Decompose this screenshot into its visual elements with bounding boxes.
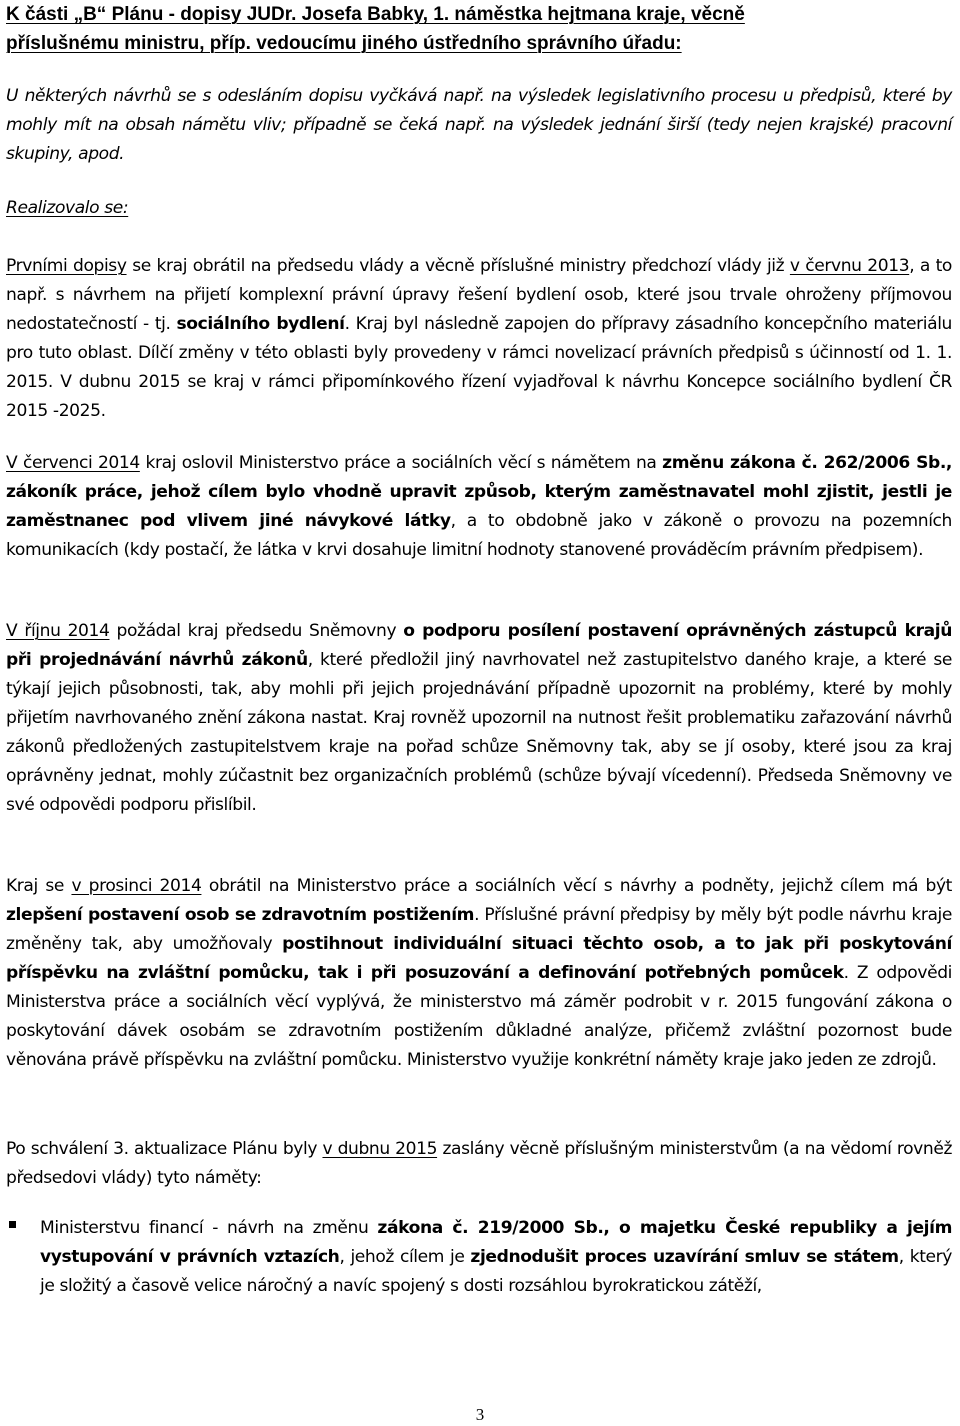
p3-bold-support: o podporu posílení postavení oprávněných zástupců krajů při projednávání návrhů zákonů [6, 621, 952, 670]
bullet1-text-3: , který je složitý a časově velice náročný a navíc spojený s dosti rozsáhlou byrokratickou zátěží, [40, 1247, 952, 1296]
p1-text-1: se kraj obrátil na předsedu vlády a věcně příslušné ministry předchozí vlády již [126, 256, 790, 276]
p5-text-2: zaslány věcně příslušným ministerstvům (a na vědomí rovněž předsedovi vlády) tyto náměty: [6, 1139, 953, 1188]
p2-text-1: kraj oslovil Ministerstvo práce a sociálních věcí s námětem na [139, 453, 663, 473]
p2-date: V červenci 2014 [6, 453, 140, 473]
paragraph-labour-code [6, 449, 952, 565]
bullet-item-ministry-of-finance [40, 1214, 952, 1301]
p1-text-2: , a to např. s návrhem na přijetí komplexní právní úpravy řešení bydlení osob, které jsou trvale ohroženy příjmovou nedostatečností - tj. [6, 256, 952, 334]
intro-paragraph [6, 82, 952, 169]
page-number: 3 [475, 1405, 485, 1424]
p5-text-1: Po schválení 3. aktualizace Plánu byly [6, 1139, 323, 1159]
p1-bold-social-housing: sociálního bydlení [176, 314, 345, 334]
realized-label [6, 194, 128, 223]
p4-text-1: Kraj se [6, 876, 72, 896]
paragraph-disability [6, 872, 952, 1075]
intro-text: U některých návrhů se s odesláním dopisu vyčkává např. na výsledek legislativního procesu u předpisů, které by mohly mít na obsah námětu vliv; případně se čeká např. na výsledek jednání širší (tedy nejen krajské) pracovní skupiny, apod. [6, 86, 952, 164]
p2-text-2: , a to obdobně jako v zákoně o provozu na pozemních komunikacích (kdy postačí, že látka v krvi dosahuje limitní hodnoty stanovené prováděcím právním předpisem). [6, 511, 952, 560]
bullet1-bold-simplify: zjednodušit proces uzavírání smluv se státem [470, 1247, 899, 1267]
bullet-square-icon [9, 1221, 16, 1228]
p4-bold-improvement: zlepšení postavení osob se zdravotním postižením [6, 905, 475, 925]
p4-bold-individual-situation: postihnout individuální situaci těchto osob, a to jak při poskytování příspěvku na zvláštní pomůcku, tak i při posuzování a definování potřebných pomůcek [6, 934, 952, 983]
realized-label-text: Realizovalo se: [6, 198, 129, 218]
p3-text-2: , které předložil jiný navrhovatel než zastupitelstvo daného kraje, a které se týkají jejich působnosti, tak, aby mohli při jejich projednávání případně upozornit na problémy, které by mohly přijetím navrhovaného znění zákona nastat. Kraj rovněž upozornil na nutnost řešit problematiku zařazování návrhů zákonů předložených zastupitelstvem kraje na pořad schůze Sněmovny tak, aby se jí osoby, které jsou za kraj oprávněny jednat, mohly zúčastnit bez organizačních problémů (schůze bývají vícedenní). Předseda Sněmovny ve své odpovědi podporu přislíbil. [6, 650, 952, 815]
p3-text-1: požádal kraj předsedu Sněmovny [109, 621, 404, 641]
p4-text-3: . Příslušné právní předpisy by měly být podle návrhu kraje změněny tak, aby umožňovaly [6, 905, 952, 954]
p1-date: v červnu 2013 [789, 256, 910, 276]
p1-text-3: . Kraj byl následně zapojen do přípravy zásadního koncepčního materiálu pro tuto oblast. Dílčí změny v této oblasti byly provedeny v rámci novelizací právních předpisů s účinností od 1. 1. 2015. V dubnu 2015 se kraj v rámci připomínkového řízení vyjadřoval k návrhu Koncepce sociálního bydlení ČR 2015 -2025. [6, 314, 952, 421]
heading-line-1: K části „B“ Plánu - dopisy JUDr. Josefa Babky, 1. náměstka hejtmana kraje, věcně [6, 4, 745, 25]
p1-first-letters: Prvními dopisy [6, 256, 127, 276]
paragraph-chamber-request [6, 617, 952, 820]
p2-bold-labour-code: změnu zákona č. 262/2006 Sb., zákoník práce, jehož cílem bylo vhodně upravit způsob, kterým zaměstnavatel mohl zjistit, jestli je zaměstnanec pod vlivem jiné návykové látky [6, 453, 953, 531]
paragraph-april-2015 [6, 1135, 952, 1193]
p4-text-2: obrátil na Ministerstvo práce a sociálních věcí s návrhy a podněty, jejichž cílem má být [201, 876, 952, 896]
bullet1-text-2: , jehož cílem je [339, 1247, 471, 1267]
p3-date: V říjnu 2014 [6, 621, 110, 641]
p5-date: v dubnu 2015 [322, 1139, 438, 1159]
section-heading [6, 0, 952, 58]
heading-line-2: příslušnému ministru, příp. vedoucímu jiného ústředního správního úřadu: [6, 33, 682, 54]
bullet1-text-1: Ministerstvu financí - návrh na změnu [40, 1218, 378, 1238]
paragraph-social-housing [6, 252, 952, 426]
p4-date: v prosinci 2014 [71, 876, 202, 896]
p4-text-4: . Z odpovědi Ministerstva práce a sociálních věcí vyplývá, že ministerstvo má záměr podrobit v r. 2015 fungování zákona o poskytování dávek osobám se zdravotním postižením důkladné analýze, přičemž zvláštní pozornost bude věnována právě příspěvku na zvláštní pomůcku. Ministerstvo využije konkrétní náměty kraje jako jeden ze zdrojů. [6, 963, 952, 1070]
bullet1-bold-act: zákona č. 219/2000 Sb., o majetku České republiky a jejím vystupování v právních vztazích [40, 1218, 952, 1267]
